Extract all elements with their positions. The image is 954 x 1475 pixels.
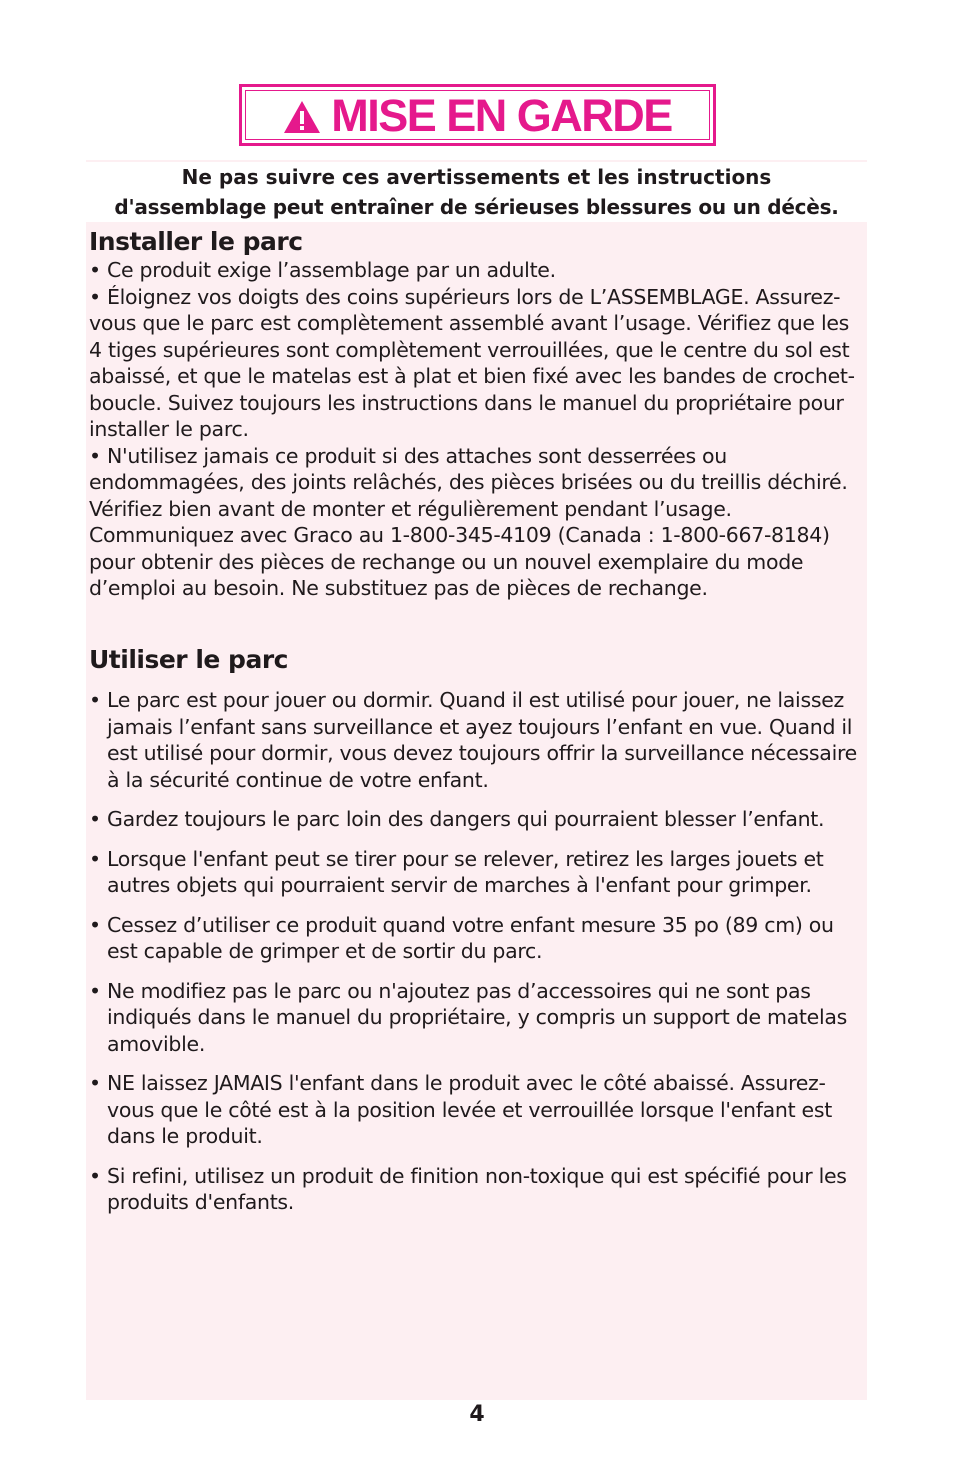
warning-banner: [239, 84, 716, 146]
install-section: [89, 257, 864, 602]
intro-warning: [86, 162, 867, 222]
list-item: • Ne modifiez pas le parc ou n'ajoutez pas d’accessoires qui ne sont pas indiqués dans le manuel du propriétaire, y compris un support de matelas amovible.: [89, 978, 848, 1056]
use-heading: Utiliser le parc: [89, 645, 288, 674]
intro-line-2: d'assemblage peut entraîner de sérieuses blessures ou un décès.: [114, 195, 839, 219]
warning-triangle-icon: [283, 100, 321, 134]
install-paragraph: • Ce produit exige l’assemblage par un adulte.: [89, 258, 556, 282]
intro-line-1: Ne pas suivre ces avertissements et les instructions: [181, 165, 772, 189]
page-number: 4: [469, 1402, 485, 1427]
install-heading: Installer le parc: [89, 227, 303, 256]
install-paragraph: • N'utilisez jamais ce produit si des attaches sont desserrées ou endommagées, des joints relâchés, des pièces brisées ou du treillis déchiré. Vérifiez bien avant de monter et régulièrement pendant l’usage. Communiquez avec Graco au 1-800-345-4109 (Canada : 1-800-667-8184) pour obtenir des pièces de rechange ou un nouvel exemplaire du mode d’emploi au besoin. Ne substituez pas de pièces de rechange.: [89, 443, 848, 600]
list-item: • NE laissez JAMAIS l'enfant dans le produit avec le côté abaissé. Assurez-vous que le côté est à la position levée et verrouillée lorsque l'enfant est dans le produit.: [89, 1071, 832, 1148]
install-paragraph: • Éloignez vos doigts des coins supérieurs lors de L’ASSEMBLAGE. Assurez-vous que le parc est complètement assemblé avant l’usage. Vérifiez que les 4 tiges supérieures sont complètement verrouillées, que le centre du sol est abaissé, et que le matelas est à plat et bien fixé avec les bandes de crochet-boucle. Suivez toujours les instructions dans le manuel du propriétaire pour installer le parc.: [89, 284, 855, 441]
list-item: • Le parc est pour jouer ou dormir. Quand il est utilisé pour jouer, ne laissez jamais l’enfant sans surveillance et ayez toujours l’enfant en vue. Quand il est utilisé pour dormir, vous devez toujours offrir la surveillance nécessaire à la sécurité continue de votre enfant.: [89, 688, 857, 792]
list-item: • Si refini, utilisez un produit de finition non-toxique qui est spécifié pour les produits d'enfants.: [89, 1163, 847, 1214]
list-item: • Lorsque l'enfant peut se tirer pour se relever, retirez les larges jouets et autres objets qui pourraient servir de marches à l'enfant pour grimper.: [89, 846, 824, 897]
list-item: • Gardez toujours le parc loin des dangers qui pourraient blesser l’enfant.: [89, 807, 825, 831]
warning-title: MISE EN GARDE: [331, 89, 672, 141]
list-item: • Cessez d’utiliser ce produit quand votre enfant mesure 35 po (89 cm) ou est capable de grimper et de sortir du parc.: [89, 912, 834, 963]
warning-banner-inner: [245, 90, 710, 140]
use-list: [89, 687, 864, 1229]
